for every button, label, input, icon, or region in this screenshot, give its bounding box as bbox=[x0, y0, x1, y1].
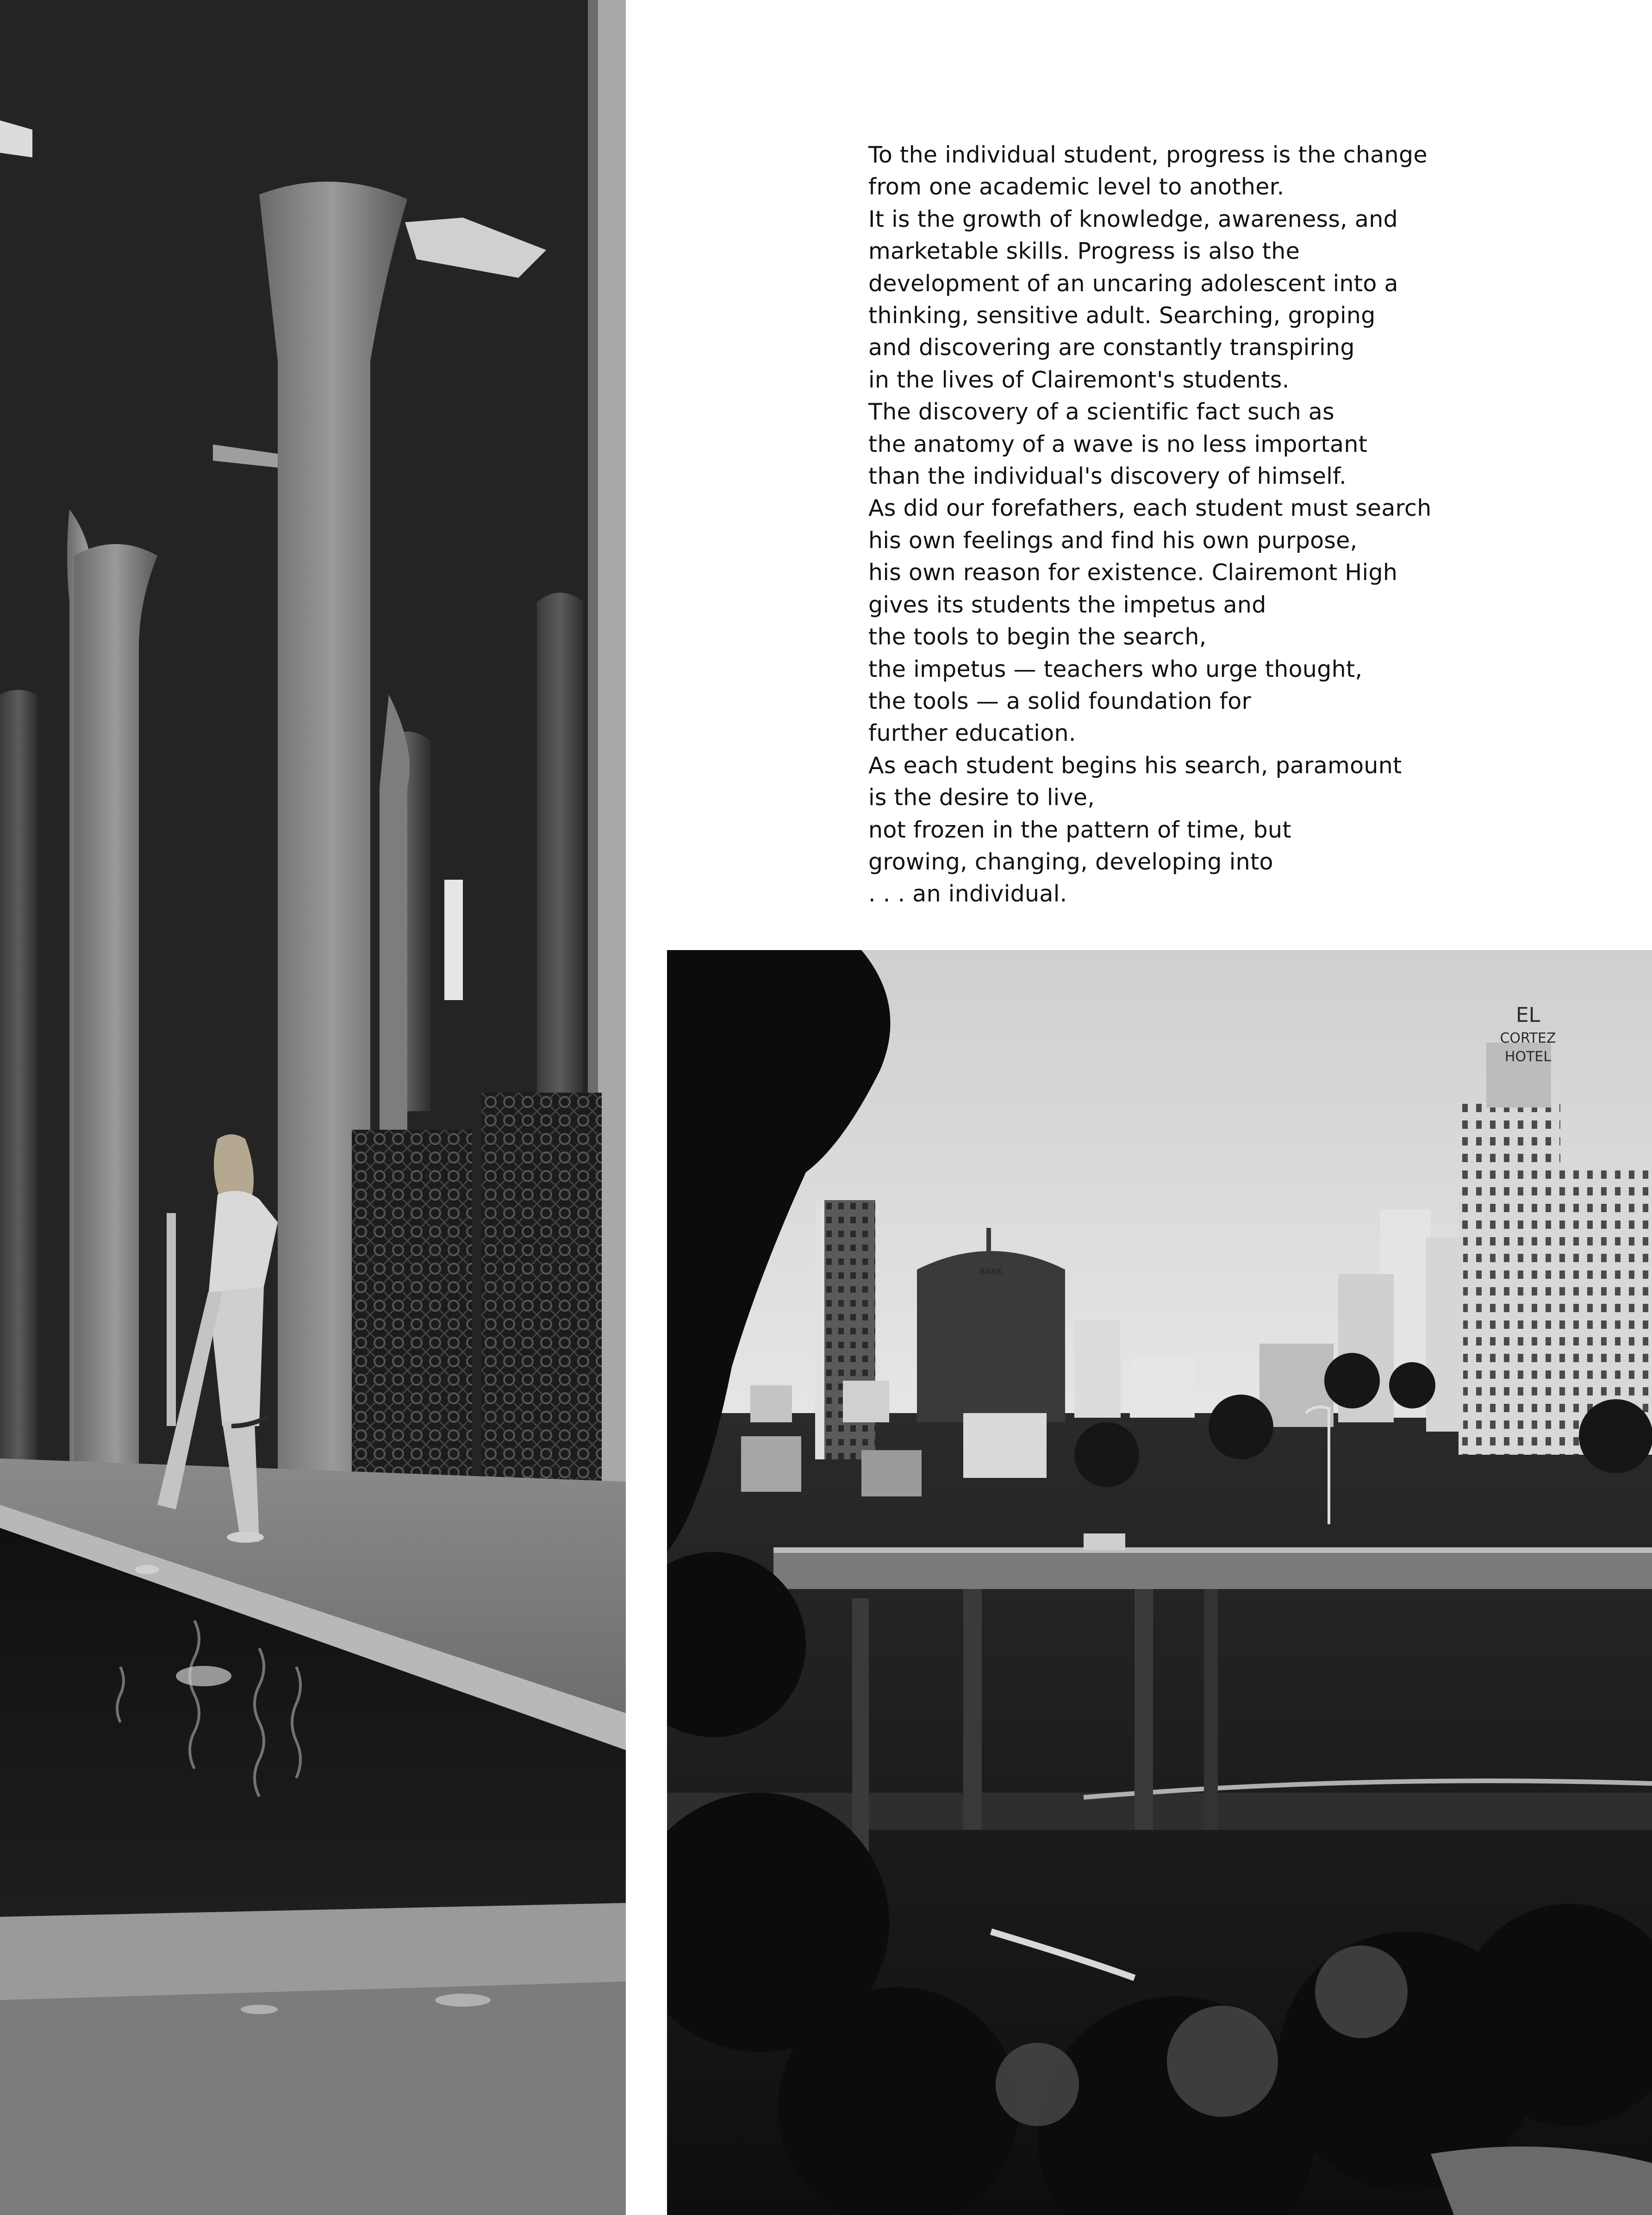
text-line: the tools — a solid foundation for bbox=[868, 688, 1251, 714]
text-line: the tools to begin the search, bbox=[868, 624, 1207, 651]
text-line: in the lives of Clairemont's students. bbox=[868, 366, 1290, 393]
sign-el: EL bbox=[1515, 1003, 1540, 1027]
text-line: As each student begins his search, paramount bbox=[868, 752, 1402, 779]
bank-sign: BANK bbox=[979, 1267, 1003, 1276]
text-line: not frozen in the pattern of time, but bbox=[868, 816, 1291, 843]
city-skyline-photo bbox=[667, 950, 1652, 2215]
text-line: The discovery of a scientific fact such as bbox=[868, 399, 1334, 425]
sign-cortez: CORTEZ bbox=[1500, 1030, 1556, 1046]
body-text bbox=[868, 139, 1507, 910]
city-skyline-photo-image bbox=[667, 950, 1652, 2215]
text-line: his own feelings and find his own purpose, bbox=[868, 527, 1358, 554]
colonnade-photo-image bbox=[0, 0, 626, 2215]
text-line: To the individual student, progress is the change bbox=[868, 142, 1428, 168]
text-line: It is the growth of knowledge, awareness, and bbox=[868, 206, 1398, 232]
text-line: his own reason for existence. Clairemont High bbox=[868, 559, 1398, 586]
text-line: and discovering are constantly transpiring bbox=[868, 334, 1355, 361]
text-line: the anatomy of a wave is no less important bbox=[868, 431, 1368, 457]
text-line: . . . an individual. bbox=[868, 881, 1067, 907]
text-line: than the individual's discovery of himself. bbox=[868, 463, 1347, 490]
text-line: thinking, sensitive adult. Searching, groping bbox=[868, 302, 1376, 329]
colonnade-photo bbox=[0, 0, 626, 2215]
text-line: gives its students the impetus and bbox=[868, 591, 1266, 618]
text-line: from one academic level to another. bbox=[868, 174, 1284, 200]
text-line: growing, changing, developing into bbox=[868, 848, 1273, 875]
text-line: As did our forefathers, each student must search bbox=[868, 495, 1432, 522]
sign-hotel: HOTEL bbox=[1504, 1049, 1552, 1065]
text-line: the impetus — teachers who urge thought, bbox=[868, 656, 1363, 682]
text-line: development of an uncaring adolescent into a bbox=[868, 270, 1398, 297]
text-line: further education. bbox=[868, 720, 1076, 747]
text-line: marketable skills. Progress is also the bbox=[868, 238, 1300, 265]
text-line: is the desire to live, bbox=[868, 784, 1095, 811]
